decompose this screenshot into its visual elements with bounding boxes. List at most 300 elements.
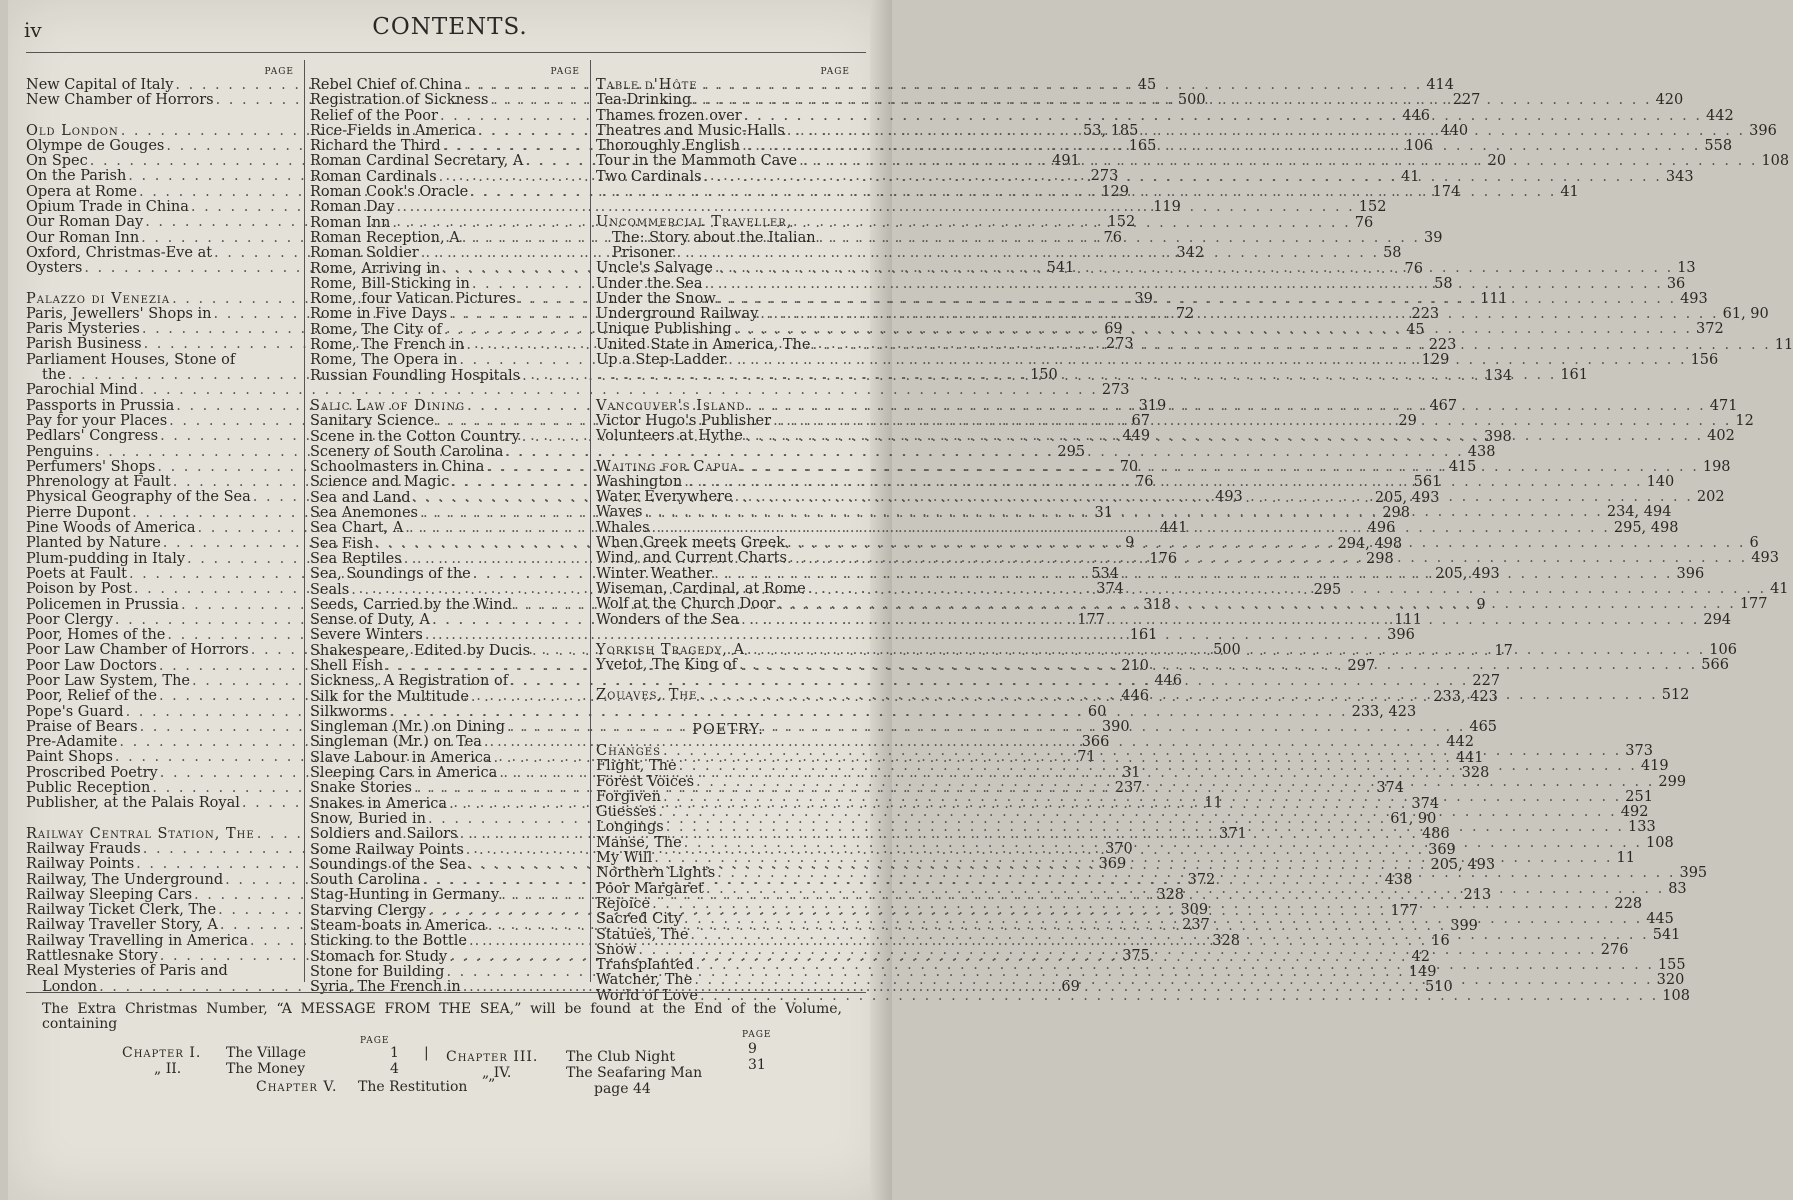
entry-page: 177 [1390, 902, 1419, 919]
section-heading: POETRY. [692, 721, 764, 738]
entry-title: Table d'Hôte [596, 77, 698, 93]
entry-page: 41 [1770, 580, 1789, 597]
entry-title: Pedlars' Congress [26, 428, 159, 445]
leader-dots [715, 866, 1677, 881]
page-column-head: PAGE [550, 67, 580, 77]
entry-title: Penguins [26, 443, 94, 460]
entry-page: 496 [1367, 520, 1396, 537]
entry-page: 205, 493 [1435, 566, 1500, 583]
entry-page: 237 [1114, 780, 1143, 797]
entry-title: Rome, Bill-Sticking in [310, 275, 470, 292]
entry-title: Wiseman, Cardinal, at Rome [596, 580, 806, 597]
entry-page: 273 [1101, 382, 1130, 399]
entry-title: Our Roman Day [26, 214, 144, 231]
chapter-page: 31 [748, 1057, 766, 1073]
entry-page: 510 [1425, 979, 1453, 996]
entry-title: Rebel Chief of China [310, 77, 462, 93]
section-gap [596, 704, 860, 719]
chapter-label: „ II. [154, 1061, 182, 1077]
chapter-page: 9 [748, 1041, 757, 1057]
entry-page: 210 [1121, 657, 1149, 674]
footer-note: The Extra Christmas Number, “A MESSAGE FROM THE SEA,” will be found at the End of the Volume, containing [42, 1001, 842, 1032]
leader-dots [716, 292, 1678, 307]
entry-title: Plum-pudding in Italy [26, 550, 186, 567]
entry-title: Thames frozen over [596, 107, 742, 124]
entry-page: 373 [1625, 742, 1653, 759]
entry-title: Guesses [596, 804, 657, 821]
entry-page: 58 [1434, 275, 1453, 292]
entry-title: Pope's Guard [26, 703, 124, 720]
chapter-page: page 44 [594, 1081, 651, 1097]
leader-dots [697, 688, 1659, 703]
entry-page: 152 [1107, 214, 1136, 231]
entry-title: Water Everywhere [596, 489, 733, 506]
entry-title: Under the Sea [596, 275, 703, 292]
entry-title: South Carolina [310, 872, 421, 889]
entry-title: Thoroughly English [596, 138, 741, 155]
entry-page: 31 [1122, 764, 1141, 781]
entry-title: Relief of the Poor [310, 107, 438, 124]
entry-page: 60 [1087, 703, 1107, 720]
entry-title: Stone for Building [310, 963, 445, 980]
entry-title: Sense of Duty, A [310, 612, 430, 629]
entry-title: Perfumers' Shops [26, 458, 156, 475]
entry-page: 446 [1154, 672, 1183, 689]
leader-dots [702, 170, 1664, 185]
page-label: PAGE [360, 1036, 390, 1046]
entry-page: 471 [1709, 397, 1738, 414]
entry-title: Poor Law System, The [26, 672, 190, 689]
entry-page: 61, 90 [1722, 306, 1769, 323]
entry-title: Railway Traveller Story, A [26, 917, 218, 934]
page-column-head: PAGE [264, 67, 294, 77]
entry-title: Victor Hugo's Publisher [596, 412, 772, 429]
extra-number-note [42, 1002, 842, 1104]
entry-page: 61, 90 [1390, 810, 1437, 827]
entry-title: Physical Geography of the Sea [26, 489, 251, 506]
entry-title: Theatres and Music-Halls [596, 122, 785, 139]
entry-title: Paint Shops [26, 749, 113, 766]
entry-page: 372 [1696, 321, 1724, 338]
leader-dots [636, 943, 1598, 958]
entry-title: Sickness, A Registration of [310, 673, 509, 690]
section-gap [26, 277, 304, 292]
entry-page: 177 [1077, 611, 1105, 628]
entry-title: Praise of Bears [26, 718, 138, 735]
entry-page: 273 [1090, 168, 1119, 185]
entry-page: 205, 493 [1430, 856, 1496, 873]
entry-title: Public Reception [26, 780, 151, 797]
entry-title: Poor, Relief of the [26, 688, 157, 705]
leader-dots [656, 805, 1618, 820]
entry-page: 76 [1135, 474, 1154, 491]
leader-dots [387, 705, 1349, 720]
entry-page: 328 [1461, 765, 1490, 782]
entry-title: Pre-Adamite [26, 734, 118, 751]
entry-page: 294 [1703, 611, 1732, 628]
entry-page: 372 [1187, 871, 1216, 888]
entry-page: 298 [1366, 550, 1394, 567]
entry-title: Russian Foundling Hospitals [310, 367, 521, 384]
entry-title: Watcher, The [596, 972, 693, 989]
leader-dots [732, 322, 1694, 337]
entry-page: 13 [1677, 260, 1696, 277]
entry-title: Pine Woods of America [26, 520, 196, 537]
entry-title: Sea Anemones [310, 505, 418, 522]
entry-title: Parish Business [26, 336, 142, 353]
entry-page: 76 [1354, 214, 1374, 231]
entry-page: 227 [1452, 92, 1481, 109]
entry-title: Parochial Mind [26, 382, 138, 399]
entry-page: 295, 498 [1613, 519, 1679, 536]
entry-title: Railway Central Station, The [26, 825, 255, 842]
entry-page: 438 [1384, 872, 1413, 889]
entry-page: 11 [1616, 850, 1635, 867]
entry-title: On Spec [26, 153, 88, 170]
entry-title: Shakespeare, Edited by Ducis [310, 642, 531, 659]
entry-page: 174 [1432, 184, 1461, 201]
entry-title: Volunteers at Hythe [596, 428, 743, 445]
entry-page: 156 [1690, 352, 1719, 369]
leader-dots [739, 613, 1701, 628]
entry-page: 11 [1774, 336, 1793, 353]
entry-title: Old London [26, 122, 119, 139]
entry-title: Winter Weather [596, 565, 713, 582]
entry-page: 223 [1411, 306, 1440, 323]
entry-title: Snow, Buried in [310, 810, 426, 827]
entry-page: 558 [1704, 138, 1733, 155]
entry-title: Real Mysteries of Paris and [26, 963, 228, 980]
chapter-page: 4 [390, 1061, 399, 1077]
entry-page: 276 [1600, 941, 1629, 958]
chapter-page: 1 [390, 1045, 399, 1061]
leader-dots [733, 490, 1695, 505]
leader-dots [785, 124, 1747, 139]
entry-page: 39 [1424, 229, 1443, 246]
entry-title: Registration of Sickness [310, 92, 489, 109]
entry-page: 273 [1105, 336, 1134, 353]
entry-page: 402 [1707, 428, 1735, 445]
entry-title: Soldiers and Sailors [310, 826, 458, 843]
entry-page: 561 [1413, 474, 1442, 491]
entry-title: Sticking to the Bottle [310, 933, 467, 950]
leader-dots [688, 928, 1650, 943]
leader-dots [712, 567, 1674, 582]
entry-page: 328 [1156, 886, 1185, 903]
entry-title: Sea, Soundings of the [310, 566, 471, 583]
entry-title: Roman Soldier [310, 245, 419, 262]
entry-page: 299 [1658, 773, 1687, 790]
entry-page: 76 [1103, 229, 1122, 246]
entry-page: 108 [1646, 834, 1674, 851]
entry-page: 491 [1052, 153, 1080, 170]
entry-page: 150 [1030, 367, 1058, 384]
entry-page: 369 [1428, 841, 1456, 858]
entry-title: Publisher, at the Palais Royal [26, 795, 240, 812]
leader-dots [737, 658, 1699, 673]
contents-entry [596, 215, 860, 230]
entry-title: Snake Stories [310, 780, 412, 797]
page-label: PAGE [742, 1030, 772, 1040]
page-column-head: PAGE [820, 67, 850, 77]
entry-page: 106 [1709, 641, 1737, 658]
entry-title: Wolf at the Church Door [596, 596, 776, 613]
entry-page: 374 [1096, 581, 1124, 598]
entry-page: 320 [1656, 972, 1685, 989]
entry-page: 396 [1676, 565, 1705, 582]
entry-page: 328 [1212, 932, 1240, 949]
entry-page: 205, 493 [1374, 489, 1440, 506]
leader-dots [810, 338, 1772, 353]
leader-dots [694, 775, 1656, 790]
entry-page: 134 [1484, 367, 1513, 384]
entry-page: 493 [1680, 290, 1708, 307]
entry-page: 295 [1057, 443, 1086, 460]
entry-page: 69 [1104, 321, 1123, 338]
entry-title: Phrenology at Fault [26, 474, 171, 491]
entry-page: 140 [1646, 473, 1675, 490]
leader-dots [650, 897, 1612, 912]
entry-title: Transplanted [596, 957, 694, 974]
entry-page: 492 [1620, 804, 1649, 821]
leader-dots [742, 109, 1704, 124]
entry-page: 31 [1094, 504, 1113, 521]
entry-page: 67 [1131, 412, 1150, 429]
entry-page: 500 [1213, 642, 1241, 659]
leader-dots [743, 429, 1705, 444]
entry-page: 39 [1134, 290, 1153, 307]
entry-title: Seals [310, 581, 350, 598]
entry-page: 398 [1484, 428, 1512, 445]
entry-title: Oysters [26, 260, 83, 277]
entry-page: 234, 494 [1606, 504, 1672, 521]
entry-title: Washington [596, 473, 683, 490]
entry-title: Parliament Houses, Stone of [26, 351, 236, 368]
entry-page: 129 [1101, 183, 1130, 200]
entry-page: 441 [1455, 749, 1484, 766]
entry-title: Whales [596, 519, 650, 536]
entry-title: Syria, The French in [310, 979, 461, 996]
entry-title: Uncommercial Traveller, [596, 214, 793, 231]
entry-title: Planted by Nature [26, 535, 161, 552]
entry-title: Tour in the Mammoth Cave [596, 153, 798, 170]
entry-page: 446 [1402, 107, 1430, 124]
entry-page: 12 [1735, 412, 1754, 429]
entry-title: My Will [596, 850, 653, 867]
entry-page: 42 [1411, 948, 1430, 965]
entry-title: Up a Step-Ladder [596, 352, 727, 369]
entry-title: Stag-Hunting in Germany [310, 887, 500, 904]
leader-dots [652, 851, 1614, 866]
entry-title: The: Story about the Italian [612, 229, 816, 246]
entry-page: 251 [1625, 788, 1653, 805]
entry-title: On the Parish [26, 168, 127, 185]
entry-page: 370 [1105, 840, 1133, 857]
section-gap [26, 812, 304, 827]
entry-page: 233, 423 [1433, 688, 1498, 705]
entry-title: Sea and Land [310, 489, 411, 506]
entry-title: Paris Mysteries [26, 321, 140, 338]
entry-title: Sanitary Science [310, 413, 435, 430]
entry-title: Railway Frauds [26, 840, 141, 857]
entry-title: Salic Law of Dining [310, 397, 466, 414]
entry-page: 29 [1398, 413, 1417, 430]
contents-entry [26, 353, 304, 368]
entry-page: 493 [1215, 489, 1243, 506]
chapter-label: Chapter V. [256, 1079, 338, 1095]
entry-page: 375 [1122, 948, 1150, 965]
contents-entry [596, 231, 860, 246]
entry-page: 371 [1219, 825, 1247, 842]
entry-page: 366 [1081, 734, 1110, 751]
chapter-label: „ IV. [482, 1065, 512, 1081]
entry-title: Roman Day [310, 199, 395, 216]
entry-title: Richard the Third [310, 138, 441, 155]
entry-title: Schoolmasters in China [310, 459, 485, 476]
entry-title: Sea Fish [310, 535, 374, 552]
entry-page: 441 [1159, 520, 1188, 537]
entry-page: 161 [1129, 627, 1158, 644]
entry-page: 41 [1400, 168, 1420, 185]
entry-page: 449 [1122, 428, 1151, 445]
entry-page: 72 [1175, 305, 1195, 322]
entry-page: 440 [1440, 122, 1469, 139]
leader-dots [787, 551, 1749, 566]
entry-title: Zouaves, The [596, 687, 698, 704]
entry-title: Rome, The French in [310, 337, 465, 354]
leader-dots [771, 414, 1733, 429]
chapter-title: The Club Night [566, 1049, 676, 1065]
entry-title: Poor Clergy [26, 611, 113, 628]
entry-page: 161 [1560, 367, 1589, 384]
entry-title: Rome, The Opera in [310, 352, 458, 369]
leader-dots [650, 521, 1612, 536]
entry-title: Paris, Jewellers' Shops in [26, 305, 212, 322]
chapter-label: Chapter I. [122, 1045, 202, 1061]
entry-page: 369 [1098, 856, 1127, 873]
entry-page: 6 [1749, 535, 1759, 552]
entry-page: 9 [1125, 535, 1135, 552]
entry-title: Northern Lights [596, 865, 716, 882]
section-gap [596, 628, 860, 643]
leader-dots [776, 597, 1738, 612]
entry-page: 512 [1661, 687, 1690, 704]
section-gap [26, 109, 304, 124]
entry-title: Soundings of the Sea [310, 856, 467, 873]
entry-title: Flight, The [596, 758, 677, 775]
entry-title: Statues, The [596, 926, 689, 943]
entry-title: Wonders of the Sea [596, 611, 740, 628]
leader-dots [682, 912, 1644, 927]
section-gap [310, 384, 590, 399]
entry-title: Sacred City [596, 911, 682, 928]
contents-entry [596, 246, 860, 261]
leader-dots [713, 261, 1675, 276]
entry-title: Uncle's Salvage [596, 260, 713, 277]
entry-title: Opium Trade in China [26, 199, 189, 216]
entry-page: 318 [1143, 596, 1171, 613]
entry-page: 106 [1405, 138, 1433, 155]
entry-page: 309 [1180, 902, 1209, 919]
chapter-label: Chapter III. [446, 1049, 539, 1065]
entry-title: Roman Cook's Oracle [310, 184, 469, 201]
section-gap [596, 445, 860, 460]
entry-page: 374 [1376, 780, 1404, 797]
entry-title: Rice-Fields in America [310, 122, 477, 139]
entry-page: 467 [1429, 397, 1458, 414]
entry-title: Wind, and Current Charts [596, 550, 787, 567]
leader-dots [702, 277, 1664, 292]
entry-page: 45 [1406, 321, 1425, 338]
entry-page: 70 [1119, 458, 1139, 475]
entry-title: Forest Voices [596, 773, 695, 790]
leader-dots [596, 185, 1558, 200]
entry-title: Pierre Dupont [26, 504, 131, 521]
entry-title: Seeds, Carried by the Wind [310, 596, 513, 613]
section-gap [596, 673, 860, 688]
entry-title: Pay for your Places [26, 412, 168, 429]
entry-title: Scene in the Cotton Country [310, 428, 520, 445]
chapter-title: The Seafaring Man [566, 1065, 703, 1081]
entry-page: 541 [1046, 260, 1075, 277]
entry-page: 149 [1408, 963, 1437, 980]
entry-title: Steam-boats in America [310, 918, 486, 935]
entry-title: Waiting for Capua [596, 458, 739, 475]
entry-page: 374 [1411, 795, 1440, 812]
entry-title: Policemen in Prussia [26, 596, 179, 613]
entry-page: 395 [1679, 865, 1708, 882]
entry-page: 566 [1701, 657, 1729, 674]
leader-dots [704, 882, 1666, 897]
entry-page: 76 [1404, 260, 1423, 277]
entry-title: Snakes in America [310, 795, 448, 812]
section-gap [596, 384, 860, 399]
entry-page: 297 [1347, 657, 1376, 674]
contents-entry [26, 382, 1130, 399]
entry-title: Tea-Drinking [596, 92, 692, 109]
entry-page: 493 [1751, 550, 1779, 567]
entry-page: 36 [1666, 275, 1686, 292]
entry-title: Silkworms [310, 703, 388, 720]
entry-title: Rome, Arriving in [310, 260, 441, 277]
entry-title: Railway Travelling in America [26, 932, 248, 949]
leader-dots [661, 744, 1623, 759]
entry-page: 446 [1121, 688, 1149, 705]
entry-title: the [42, 367, 66, 384]
entry-title: Poor Margaret [596, 880, 704, 897]
entry-page: 71 [1077, 749, 1096, 766]
entry-page: 233, 423 [1351, 703, 1417, 720]
entry-page: 223 [1428, 337, 1457, 354]
entry-page: 155 [1657, 957, 1686, 974]
entry-title: Oxford, Christmas-Eve at [26, 244, 213, 261]
entry-title: Prisoner [612, 244, 675, 261]
entry-page: 414 [1426, 77, 1455, 93]
entry-title: Singleman (Mr.) on Tea [310, 734, 482, 751]
leader-dots [692, 973, 1654, 988]
entry-page: 119 [1153, 199, 1181, 216]
entry-page: 294, 498 [1337, 535, 1403, 552]
entry-title: Rome in Five Days [310, 306, 448, 323]
entry-page: 541 [1652, 926, 1681, 943]
chapter-title: The Money [226, 1061, 306, 1077]
entry-title: World of Love [596, 987, 698, 1004]
entry-page: 442 [1446, 734, 1474, 751]
entry-page: 500 [1177, 92, 1206, 109]
entry-title: Rome, four Vatican Pictures [310, 291, 516, 308]
entry-page: 53, 185 [1083, 122, 1139, 139]
entry-title: Stomach for Study [310, 948, 448, 965]
